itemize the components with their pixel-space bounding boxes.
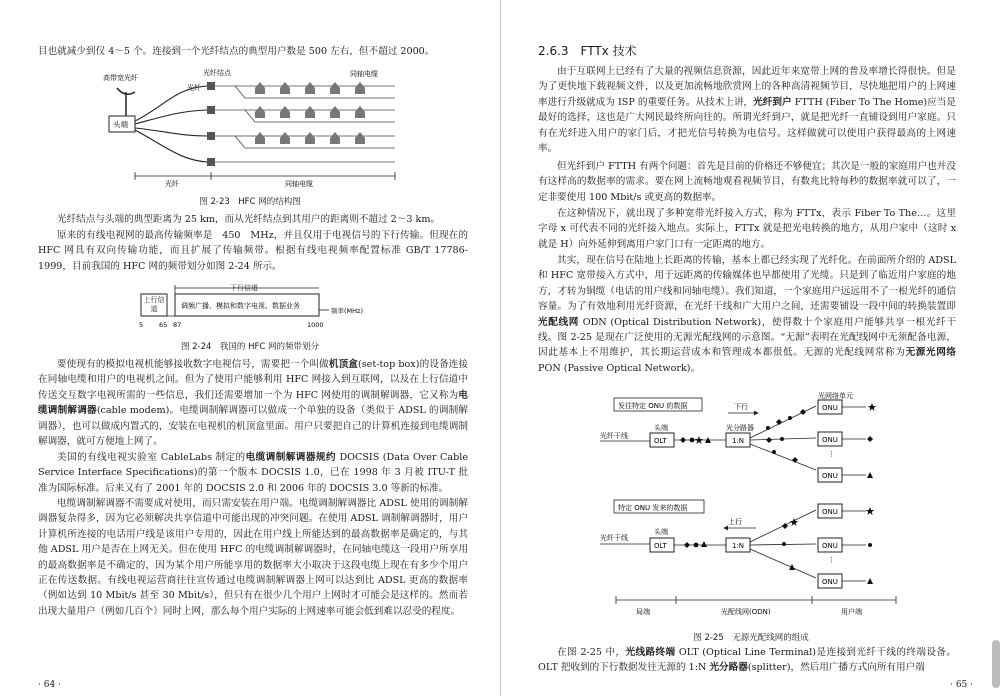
right-paragraph-2: 但光纤到户 FTTH 有两个问题：首先是目前的价格还不够便宜；其次是一般的家庭用户也并没有这样高的数据率的需求。要在网上流畅地观看视频节目，有数兆比特每秒的数据率就可以了，一定非要使用 100 Mbit/s 或更高的数据率。 [538,161,956,203]
svg-text:ONU: ONU [822,436,838,444]
svg-text:⋮: ⋮ [828,556,835,564]
upstream-box-label: 上行信道 [143,296,165,313]
house-icons [255,82,365,144]
left-paragraph-4: 美国的有线电视实验室 CableLabs 制定的电缆调制解调器规约 DOCSIS (Data Over Cable Service Interface Specifications)的第一个版本 DOCSIS 1.0，已在 1998 年 3 月被 ITU-T 批准为国际标准。后来又有了 2001 年的 DOCSIS 2.0 和 2006 年的 DOCSIS 3.0 等新的标准。 [38,452,469,494]
page-number-right: · 65 · [950,680,973,690]
left-paragraph-3: 要使现有的模拟电视机能够接收数字电视信号，需要把一个叫做机顶盒(set-top box)的设备连接在同轴电缆和用户的电视机之间。但为了使用户能够利用 HFC 网接入到互联网，以及在上行信道中传送交互数字电视所需的一些信息，我们还需要增加一个为 HFC 网使用的调制解调器，它又称为电缆调制解调器(cable modem)。电缆调制解调器可以做成一个单独的设备（类似于 ADSL 的调制解调器），也可以做成内置式的，安装在电视机的机顶盒里面。用户只要把自己的计算机连接到电缆调制解调器，就可方便地上网了。 [38,359,469,448]
satellite-dish-icon [117,88,135,116]
figure-2-24-caption: 图 2-24 我国的 HFC 网的频带划分 [180,342,320,352]
label-fiber-node: 光纤结点 [203,69,231,77]
svg-text:ONU: ONU [822,472,838,480]
bottom-headend: 局端 [636,608,650,616]
label-fiber: 光纤 [187,84,201,92]
downstream-label: 下行 [734,403,748,411]
figure-2-23-caption: 图 2-23 HFC 网的结构图 [199,197,301,207]
label-coax: 同轴电缆 [350,70,378,78]
right-paragraph-3: 在这种情况下，就出现了多种宽带光纤接入方式，称为 FTTx，表示 Fiber To The…。这里字母 x 可代表不同的光纤接入地点。实际上，FTTx 就是把光电转换的地方，从用户家中（这时 x 就是 H）向外延伸到离用户家门口有一定距离的地方。 [538,208,956,250]
fiber-nodes [207,82,215,166]
frequency-unit: 频率(MHz) [331,307,363,315]
left-paragraph-1: 光纤结点与头端的典型距离为 25 km，而从光纤结点到其用户的距离则不超过 2～3 km。 [57,214,441,225]
from-label: 特定 ONU 发来的数据 [618,504,688,512]
splitter-label: 光分路器 [726,424,754,432]
tick-87: 87 [173,321,182,329]
headend-label: 头端 [654,424,668,432]
bottom-user: 用户端 [841,608,862,616]
svg-text:ONU: ONU [822,578,838,586]
left-paragraph-2: 原来的有线电视网的最高传输频率是 450 MHz，并且仅用于电视信号的下行传输。但现在的 HFC 网具有双向传输功能，而且扩展了传输频带。根据有线电视频率配置标准 GB/T 17786-1999，目前我国的 HFC 网的频带划分如图 2-24 所示。 [38,230,468,272]
headend-label: 头端 [113,120,128,129]
fiber-links [135,86,207,162]
upstream-label: 上行 [728,518,742,526]
left-paragraph-5: 电缆调制解调器不需要成对使用，而只需安装在用户端。电缆调制解调器比 ADSL 使用的调制解调器复杂得多，因为它必须解决共享信道中可能出现的冲突问题。在使用 ADSL 调制解调器时，用户计算机所连接的电话用户线是该用户专用的，因此在用户线上所能达到的最高数据率是确定的，与其他 ADSL 用户是否在上网无关。但在使用 HFC 的电缆调制解调器时，在同轴电缆这一段用户所享用的最高数据率是不确定的，因为某个用户所能享用的数据率大小取决于这段电缆上现在有多少个用户正在传送数据。有线电视运营商往往宣传通过电缆调制解调器上网可以达到比 ADSL 更高的数据率（例如达到 10 Mbit/s 甚至 30 Mbit/s），但只有在很少几个用户上网时才可能会是这样的。然而若出现大量用户（例如几百个）同时上网，那么每个用户实际的上网速率可能会低到难以忍受的程度。 [38,498,468,617]
bottom-fiber: 光纤 [165,180,179,188]
bottom-coax: 同轴电缆 [285,180,313,188]
right-paragraph-5: 在图 2-25 中，光线路终端 OLT (Optical Line Terminal)是连接到光纤干线的终端设备。OLT 把收到的下行数据发往无源的 1:N 光分路器(splitter)，然后用广播方式向所有用户端 [538,647,957,674]
data-symbols-bottom [684,541,707,548]
trunk-label: 光纤干线 [600,432,628,440]
trunk-label-bottom: 光纤干线 [600,534,628,542]
olt-label-bottom: OLT [654,542,667,550]
intro-line: 目也就减少到仅 4～5 个。连接到一个光纤结点的典型用户数是 500 左右，但不超过 2000。 [38,46,435,57]
page-number-left: · 64 · [38,680,61,690]
tick-5: 5 [139,321,144,329]
bottom-odn: 光配线网(ODN) [721,608,771,616]
figure-2-24-frequency-plan [135,282,375,332]
figure-2-25-pon [596,388,906,624]
svg-text:ONU: ONU [822,404,838,412]
coax-trees [215,86,395,162]
tick-65: 65 [159,321,168,329]
main-band-label: 调频广播、模拟和数字电视、数据业务 [181,302,300,310]
headend-label-bottom: 头端 [654,528,668,536]
right-paragraph-4: 其实，现在信号在陆地上长距离的传输，基本上都已经实现了光纤化。在前面所介绍的 ADSL 和 HFC 宽带接入方式中，用于远距离的传输媒体也早都使用了光缆。只是到了临近用户家庭的地方，才转为铜缆（电话的用户线和同轴电缆）。我们知道，一个家庭用户远远用不了一根光纤的通信容量。为了有效地利用光纤资源，在光纤干线和广大用户之间，还需要铺设一段中间的转换装置即光配线网 ODN (Optical Distribution Network)，使得数十个家庭用户能够共享一根光纤干线。图 2-25 是现在广泛使用的无源光配线网的示意图。“无源”表明在光配线网中无须配备电源，因此基本上不用维护，其长期运营成本和管理成本都很低。无源的光配线网常称为无源光网络 PON (Passive Optical Network)。 [538,255,957,374]
right-page [501,0,1001,696]
olt-label-top: OLT [654,437,667,445]
section-title: 2.6.3 FTTx 技术 [538,44,637,58]
onu-unit-label: 光网络单元 [818,392,853,400]
svg-text:⋮: ⋮ [828,450,835,458]
figure-2-23-hfc-structure [95,66,415,188]
label-headend-fiber: 高带宽光纤 [103,74,138,82]
scrollbar-thumb[interactable] [992,640,1000,688]
ratio-label-top: 1:N [732,437,745,445]
send-label: 发往特定 ONU 的数据 [618,402,688,410]
svg-text:ONU: ONU [822,508,838,516]
figure-2-25-caption: 图 2-25 无源光配线网的组成 [693,633,809,643]
tick-1000: 1000 [307,321,324,329]
ratio-label-bottom: 1:N [732,542,745,550]
svg-text:ONU: ONU [822,542,838,550]
downstream-label: 下行信道 [230,284,258,292]
fan-symbols-top [766,409,806,463]
right-paragraph-1: 由于互联网上已经有了大量的视频信息资源，因此近年来宽带上网的普及率增长得很快。但是为了更快地下载视频文件，以及更加流畅地欣赏网上的各种高清视频节目，尽快地把用户的上网速率进行升级就成为 ISP 的重要任务。从技术上讲，光纤到户 FTTH (Fiber To The Home)应当是最好的选择，这也是广大网民最终所向往的。所谓光纤到户，就是把光纤一直铺设到用户家庭。只有在光纤进入用户的家门后，才把光信号转换为电信号。这样做就可以使用户获得最高的上网速率。 [538,66,957,155]
